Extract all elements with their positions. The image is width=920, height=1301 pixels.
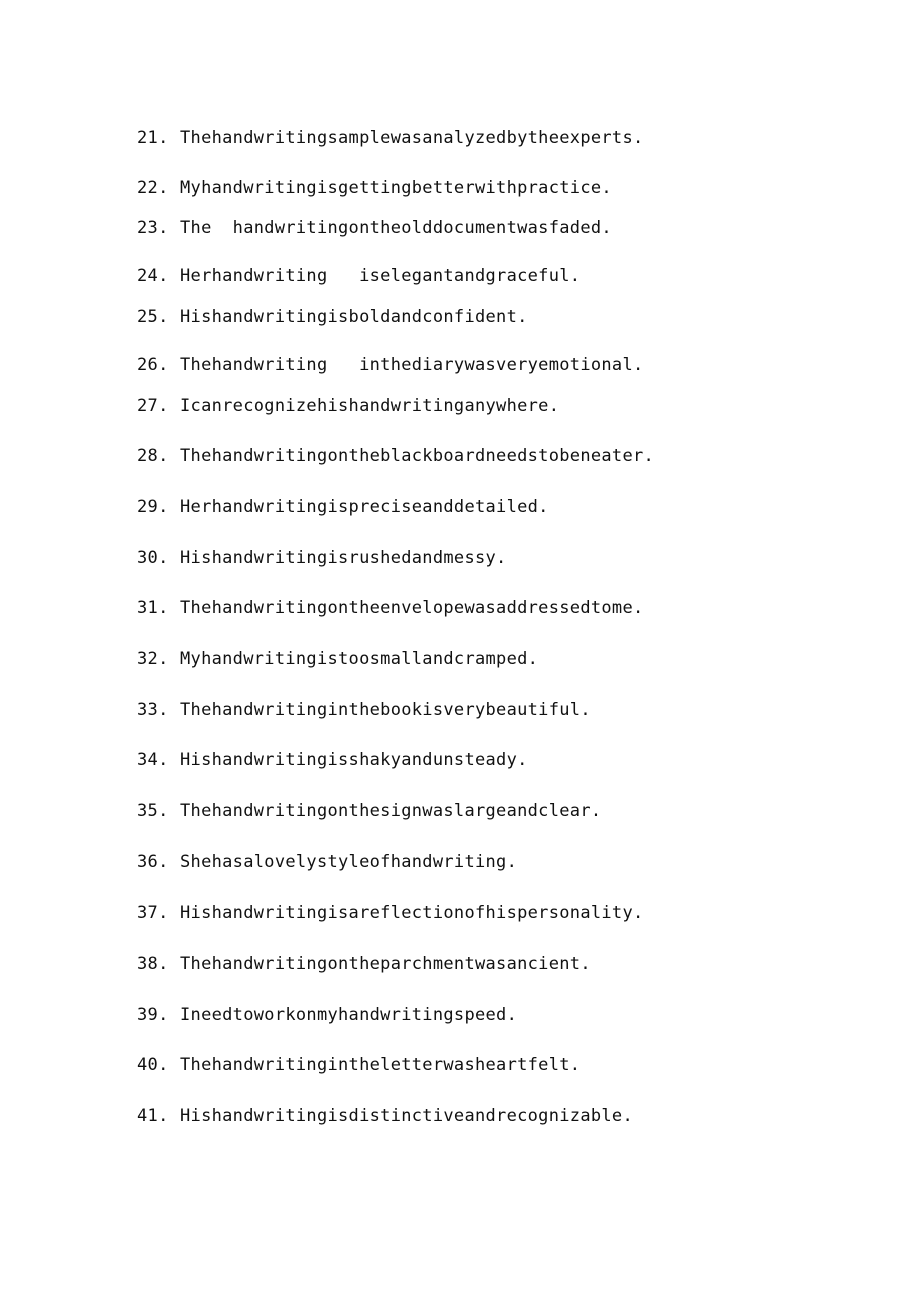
list-item [137,1105,633,1127]
list-item [137,1054,580,1076]
item-text: Icanrecognizehishandwritinganywhere. [180,396,560,416]
item-number: 32. [137,649,169,669]
item-text: Thehandwritingonthesignwaslargeandclear. [180,801,602,821]
item-number: 23. [137,218,169,238]
item-number: 40. [137,1055,169,1075]
list-item [137,395,559,417]
list-item [137,217,612,239]
list-item [137,306,528,328]
item-number: 41. [137,1106,169,1126]
item-text: Myhandwritingisgettingbetterwithpractice. [180,178,612,198]
list-item [137,354,644,376]
list-item [137,699,591,721]
list-item [137,597,644,619]
item-number: 30. [137,548,169,568]
item-number: 26. [137,355,169,375]
item-number: 39. [137,1005,169,1025]
item-number: 36. [137,852,169,872]
item-text: Herhandwritingispreciseanddetailed. [180,497,549,517]
item-text: Herhandwriting iselegantandgraceful. [180,266,581,286]
item-number: 34. [137,750,169,770]
item-text: Hishandwritingisrushedandmessy. [180,548,507,568]
item-number: 25. [137,307,169,327]
list-item [137,1004,517,1026]
item-text: Hishandwritingisshakyandunsteady. [180,750,528,770]
item-number: 21. [137,128,169,148]
list-item [137,851,517,873]
list-item [137,648,538,670]
item-text: Hishandwritingisboldandconfident. [180,307,528,327]
item-text: Myhandwritingistoosmallandcramped. [180,649,539,669]
item-text: Shehasalovelystyleofhandwriting. [180,852,518,872]
item-text: Hishandwritingisdistinctiveandrecognizable. [180,1106,633,1126]
item-text: The handwritingontheolddocumentwasfaded. [180,218,612,238]
item-text: Thehandwritinginthebookisverybeautiful. [180,700,591,720]
item-text: Thehandwritingontheparchmentwasancient. [180,954,591,974]
item-number: 29. [137,497,169,517]
list-item [137,902,644,924]
list-item [137,749,528,771]
item-number: 31. [137,598,169,618]
item-text: Thehandwritingontheblackboardneedstobeneater. [180,446,655,466]
item-number: 24. [137,266,169,286]
item-number: 22. [137,178,169,198]
item-text: Thehandwritingintheletterwasheartfelt. [180,1055,581,1075]
list-item [137,127,644,149]
item-text: Thehandwritingontheenvelopewasaddressedtome. [180,598,644,618]
list-item [137,800,601,822]
list-item [137,445,654,467]
item-number: 37. [137,903,169,923]
item-text: Thehandwriting inthediarywasveryemotional. [180,355,644,375]
item-number: 35. [137,801,169,821]
item-number: 27. [137,396,169,416]
item-number: 28. [137,446,169,466]
item-number: 38. [137,954,169,974]
list-item [137,953,591,975]
list-item [137,547,507,569]
item-text: Hishandwritingisareflectionofhispersonality. [180,903,644,923]
item-text: Thehandwritingsamplewasanalyzedbytheexperts. [180,128,644,148]
list-item [137,177,612,199]
list-item [137,496,549,518]
item-text: Ineedtoworkonmyhandwritingspeed. [180,1005,518,1025]
list-item [137,265,580,287]
item-number: 33. [137,700,169,720]
